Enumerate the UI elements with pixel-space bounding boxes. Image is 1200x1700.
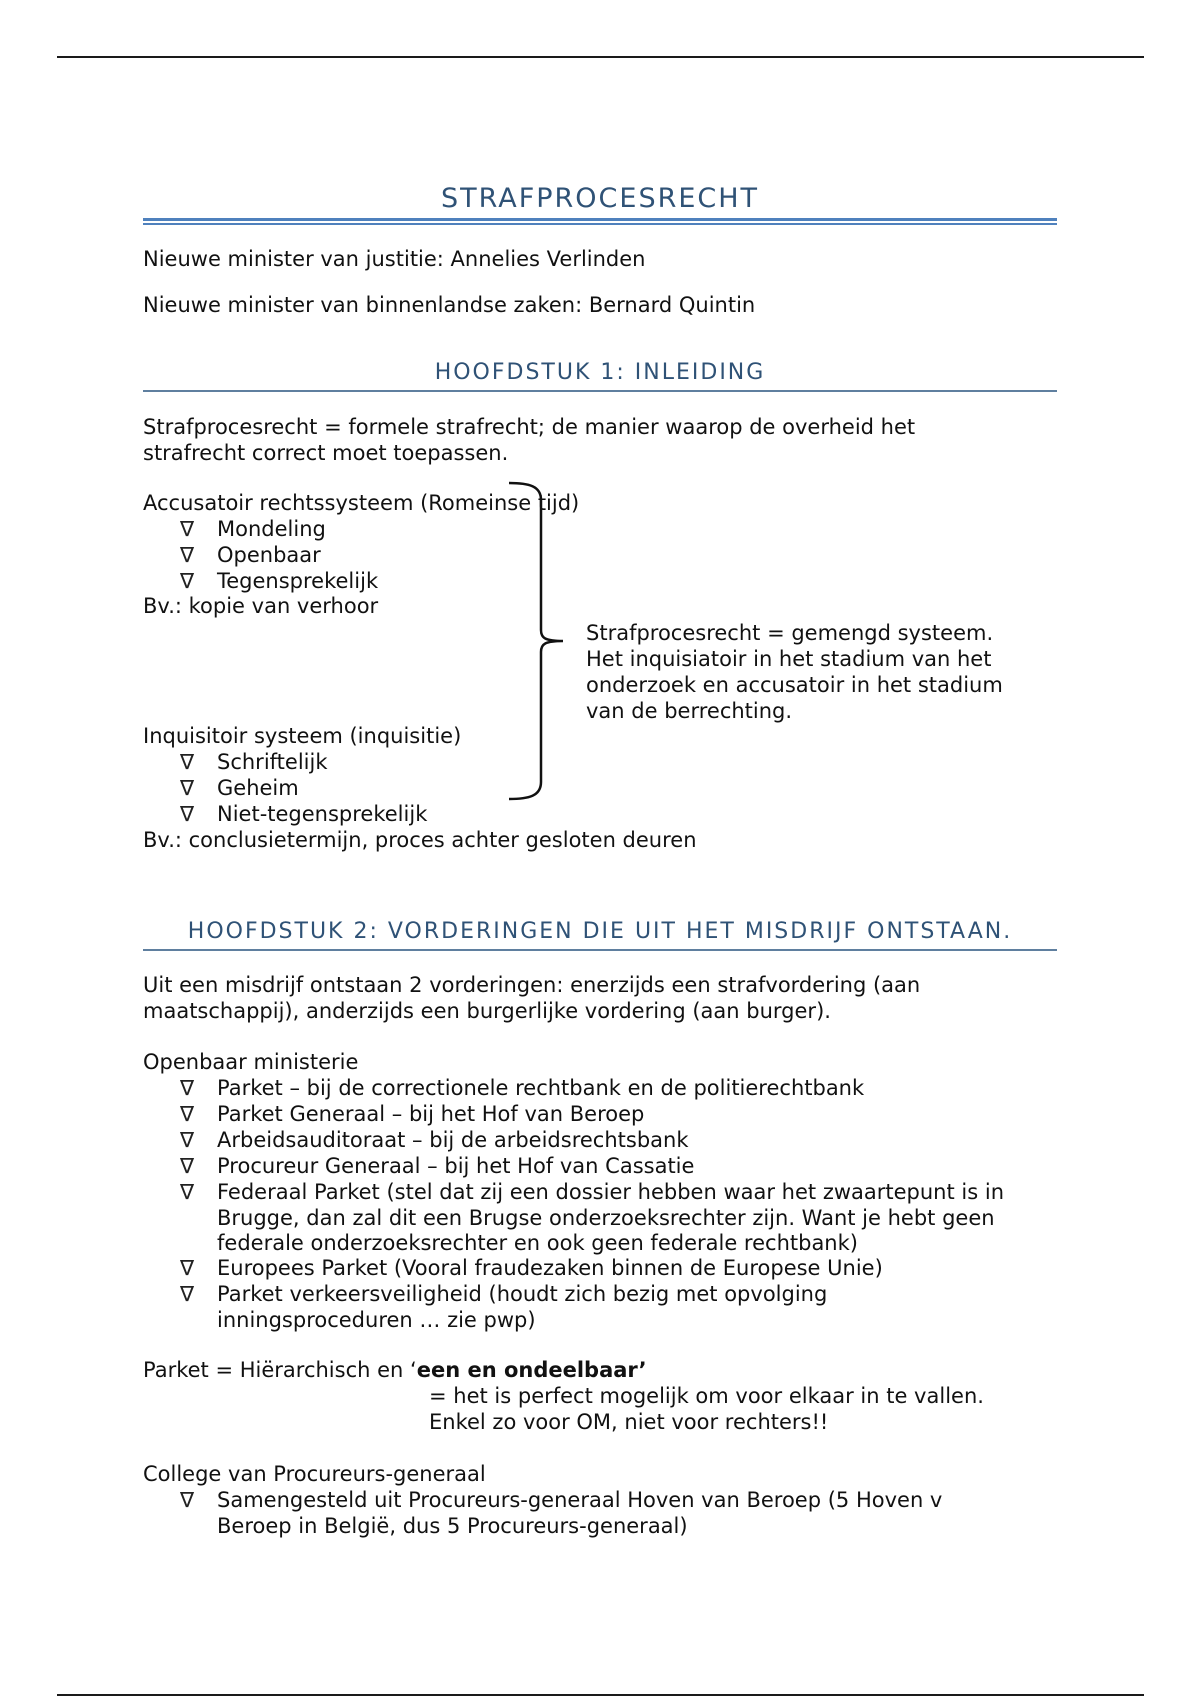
nabla-bullet-icon: ∇ <box>180 517 195 541</box>
nabla-bullet-icon: ∇ <box>180 543 195 567</box>
inquisitoir-example: Bv.: conclusietermijn, proces achter gesloten deuren <box>143 828 697 852</box>
page-bottom-rule <box>57 1694 1144 1696</box>
accusatoir-example: Bv.: kopie van verhoor <box>143 594 379 618</box>
list-item-continuation: Brugge, dan zal dit een Brugse onderzoeksrechter zijn. Want je hebt geen <box>217 1206 995 1230</box>
title-underline-secondary <box>143 223 1057 225</box>
parket-explanation-2: Enkel zo voor OM, niet voor rechters!! <box>429 1410 829 1434</box>
list-item-continuation: federale onderzoeksrechter en ook geen federale rechtbank) <box>217 1231 858 1255</box>
document-title: STRAFPROCESRECHT <box>440 183 760 214</box>
chapter-1-heading: HOOFDSTUK 1: INLEIDING <box>434 360 766 385</box>
inquisitoir-label: Inquisitoir systeem (inquisitie) <box>143 724 462 748</box>
brace-note-line-1: Strafprocesrecht = gemengd systeem. <box>586 621 994 645</box>
curly-brace-icon <box>505 480 575 805</box>
nabla-bullet-icon: ∇ <box>180 802 195 826</box>
intro-line-2: maatschappij), anderzijds een burgerlijke vordering (aan burger). <box>143 999 831 1023</box>
chapter-2-heading: HOOFDSTUK 2: VORDERINGEN DIE UIT HET MISDRIJF ONTSTAAN. <box>187 919 1013 944</box>
nabla-bullet-icon: ∇ <box>180 569 195 593</box>
chapter-2-underline <box>143 949 1057 951</box>
nabla-bullet-icon: ∇ <box>180 750 195 774</box>
brace-note-line-2: Het inquisiatoir in het stadium van het <box>586 647 992 671</box>
nabla-bullet-icon: ∇ <box>180 776 195 800</box>
parket-explanation-1: = het is perfect mogelijk om voor elkaar in te vallen. <box>429 1384 984 1408</box>
college-label: College van Procureurs-generaal <box>143 1462 486 1486</box>
nabla-bullet-icon: ∇ <box>180 1488 195 1512</box>
chapter-1-underline <box>143 390 1057 392</box>
definition-line-1: Strafprocesrecht = formele strafrecht; de manier waarop de overheid het <box>143 415 916 439</box>
parket-definition: Parket = Hiërarchisch en ‘een en ondeelbaar’ <box>143 1358 647 1382</box>
intro-line-1: Uit een misdrijf ontstaan 2 vorderingen: enerzijds een strafvordering (aan <box>143 973 921 997</box>
nabla-bullet-icon: ∇ <box>180 1076 195 1100</box>
minister-justice-line: Nieuwe minister van justitie: Annelies Verlinden <box>143 247 646 271</box>
definition-line-2: strafrecht correct moet toepassen. <box>143 441 509 465</box>
nabla-bullet-icon: ∇ <box>180 1180 195 1204</box>
title-underline <box>143 218 1057 221</box>
nabla-bullet-icon: ∇ <box>180 1102 195 1126</box>
accusatoir-label: Accusatoir rechtssysteem (Romeinse tijd) <box>143 491 580 515</box>
brace-note-line-4: van de berrechting. <box>586 699 793 723</box>
list-item-continuation: inningsproceduren … zie pwp) <box>217 1308 536 1332</box>
nabla-bullet-icon: ∇ <box>180 1282 195 1306</box>
openbaar-ministerie-label: Openbaar ministerie <box>143 1050 359 1074</box>
page-top-rule <box>57 56 1144 58</box>
brace-note-line-3: onderzoek en accusatoir in het stadium <box>586 673 1003 697</box>
list-item-continuation: Beroep in België, dus 5 Procureurs-generaal) <box>217 1514 688 1538</box>
nabla-bullet-icon: ∇ <box>180 1128 195 1152</box>
nabla-bullet-icon: ∇ <box>180 1154 195 1178</box>
nabla-bullet-icon: ∇ <box>180 1256 195 1280</box>
minister-interior-line: Nieuwe minister van binnenlandse zaken: Bernard Quintin <box>143 293 756 317</box>
